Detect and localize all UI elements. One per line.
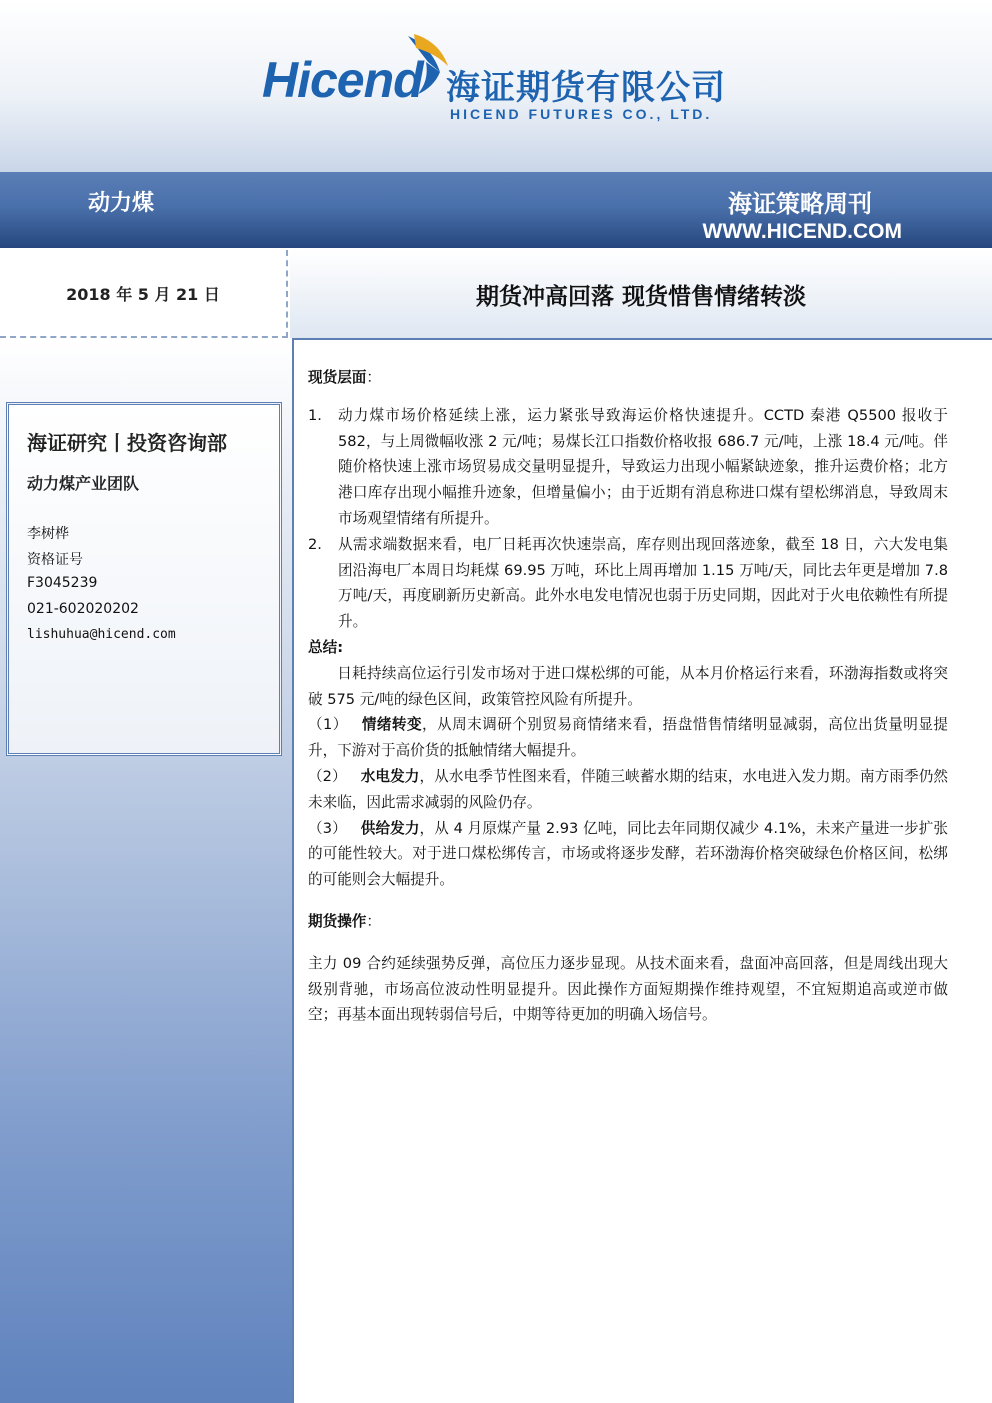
logo-brand-text: Hicend bbox=[262, 52, 423, 108]
spot-item-number: 2. bbox=[308, 535, 322, 553]
analyst-card bbox=[6, 402, 282, 756]
spot-item bbox=[308, 403, 948, 532]
bird-logo-icon bbox=[404, 32, 450, 94]
spot-item bbox=[308, 532, 948, 635]
analyst-email[interactable]: lishuhua@hicend.com bbox=[27, 627, 176, 642]
horizontal-divider bbox=[292, 338, 992, 340]
futures-text: 主力 09 合约延续强势反弹，高位压力逐步显现。从技术面来看，盘面冲高回落，但是周线出现大级别背驰，市场高位波动性明显提升。因此操作方面短期操作维持观望，不宜短期追高或逆市做空；再基本面出现转弱信号后，中期等待更加的明确入场信号。 bbox=[308, 954, 948, 1024]
spot-item-number: 1. bbox=[308, 406, 322, 424]
point-text: ，从周末调研个别贸易商情绪来看，捂盘惜售情绪明显减弱，高位出货量明显提升，下游对于高价货的抵触情绪大幅提升。 bbox=[308, 716, 948, 760]
page-header bbox=[0, 0, 992, 172]
spot-section-heading: 现货层面： bbox=[308, 369, 381, 386]
summary-point bbox=[308, 764, 948, 816]
point-text: ，从 4 月原煤产量 2.93 亿吨，同比去年同期仅减少 4.1%，未来产量进一步扩张的可能性较大。对于进口煤松绑传言，市场或将逐步发酵，若环渤海价格突破绿色价格区间，松绑的可能则会大幅提升。 bbox=[308, 819, 948, 889]
futures-section-heading: 期货操作： bbox=[308, 912, 381, 930]
certificate-number: F3045239 bbox=[27, 575, 98, 591]
logo-company-name-en: HICEND FUTURES CO., LTD. bbox=[450, 106, 713, 122]
logo-company-name-cn: 海证期货有限公司 bbox=[446, 68, 726, 108]
point-number: （3） bbox=[308, 819, 347, 837]
point-label: 水电发力 bbox=[360, 767, 420, 785]
report-body bbox=[308, 365, 948, 1028]
website-url: WWW.HICEND.COM bbox=[702, 220, 902, 243]
team-name: 动力煤产业团队 bbox=[27, 474, 140, 493]
report-title: 期货冲高回落 现货惜售情绪转淡 bbox=[290, 250, 992, 338]
report-category: 动力煤 bbox=[88, 191, 155, 216]
company-logo bbox=[262, 32, 732, 128]
analyst-name: 李树桦 bbox=[27, 526, 69, 542]
report-date: 2018 年 5 月 21 日 bbox=[0, 250, 288, 338]
header-band bbox=[0, 172, 992, 248]
point-label: 供给发力 bbox=[360, 819, 420, 837]
vertical-divider bbox=[292, 340, 294, 1403]
summary-heading: 总结: bbox=[308, 638, 344, 656]
certificate-label: 资格证号 bbox=[27, 552, 83, 568]
summary-point bbox=[308, 712, 948, 764]
summary-point bbox=[308, 816, 948, 893]
point-number: （1） bbox=[308, 716, 348, 734]
point-label: 情绪转变 bbox=[361, 716, 422, 734]
point-number: （2） bbox=[308, 767, 347, 785]
point-text: ，从水电季节性图来看，伴随三峡蓄水期的结束，水电进入发力期。南方雨季仍然未来临，因此需求减弱的风险仍存。 bbox=[308, 767, 948, 811]
summary-text: 日耗持续高位运行引发市场对于进口煤松绑的可能，从本月价格运行来看，环渤海指数或将突破 575 元/吨的绿色区间，政策管控风险有所提升。 bbox=[308, 664, 948, 708]
publication-name: 海证策略周刊 bbox=[728, 190, 872, 218]
analyst-phone: 021-602020202 bbox=[27, 601, 139, 617]
spot-item-text: 从需求端数据来看，电厂日耗再次快速崇高，库存则出现回落迹象，截至 18 日，六大发电集团沿海电厂本周日均耗煤 69.95 万吨，环比上周再增加 1.15 万吨/天，同比去年更是增加 7.8 万吨/天，再度刷新历史新高。此外水电发电情况也弱于历史同期，因此对于火电依赖性有所提升。 bbox=[338, 535, 948, 631]
department-name: 海证研究丨投资咨询部 bbox=[27, 431, 227, 455]
spot-item-text: 动力煤市场价格延续上涨，运力紧张导致海运价格快速提升。CCTD 秦港 Q5500 报收于 582，与上周微幅收涨 2 元/吨；易煤长江口指数价格收报 686.7 元/吨，上涨 18.4 元/吨。伴随价格快速上涨市场贸易成交量明显提升，导致运力出现小幅紧缺迹象，推升运费价格；北方港口库存出现小幅推升迹象，但增量偏小；由于近期有消息称进口煤有望松绑消息，导致周末市场观望情绪有所提升。 bbox=[338, 406, 948, 527]
